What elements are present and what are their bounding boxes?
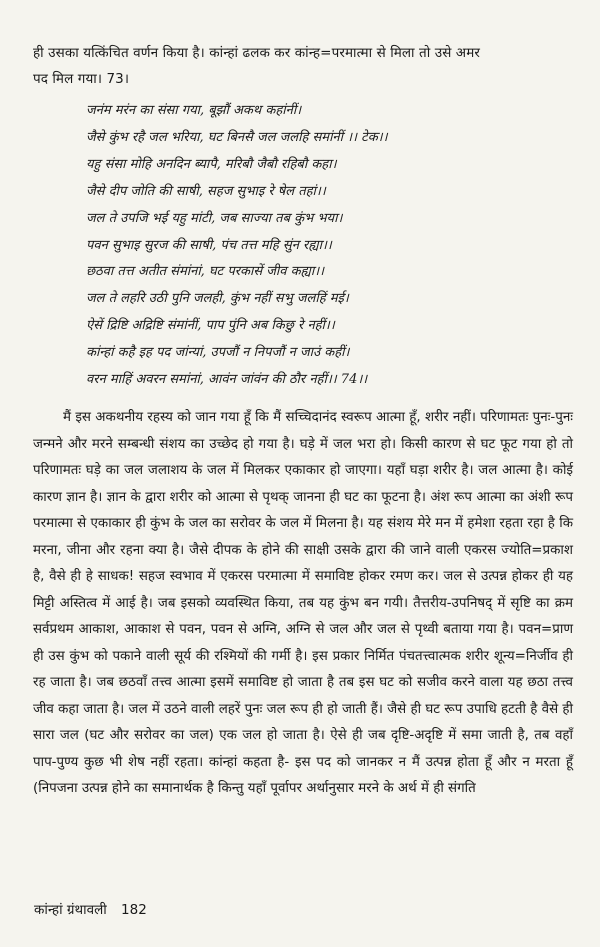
book-title: कांन्हां ग्रंथावली bbox=[34, 902, 107, 918]
page-number: 182 bbox=[121, 902, 147, 918]
intro-paragraph bbox=[33, 40, 573, 92]
page-footer bbox=[34, 900, 157, 918]
verse-line: छठवा तत्त अतीत संमांनां, घट परकासें जीव कह्या।। bbox=[86, 264, 325, 280]
verse-line: जैसे दीप जोति की साषी, सहज सुभाइ रे षेल तहां।। bbox=[86, 183, 326, 199]
verse-line: यहु संसा मोहि अनदिन ब्यापै, मरिबौ जैबौ रहिबौ कहा। bbox=[86, 156, 337, 172]
verse-line: पवन सुभाइ सुरज की साषी, पंच तत्त महि सुंन रह्या।। bbox=[86, 237, 332, 253]
verse-line: जल ते उपजि भई यहु मांटी, जब साज्या तब कुंभ भया। bbox=[86, 210, 343, 226]
verse-line: जैसे कुंभ रहै जल भरिया, घट बिनसै जल जलहि समांनीं ।। टेक।। bbox=[86, 129, 388, 145]
verse-block bbox=[86, 98, 566, 394]
verse-line: जनंम मरंन का संसा गया, बूझौं अकथ कहांनीं। bbox=[86, 103, 302, 118]
commentary-paragraph: मैं इस अकथनीय रहस्य को जान गया हूँ कि मैं सच्चिदानंद स्वरूप आत्मा हूँ, शरीर नहीं। परिणामतः पुनः-पुनः जन्मने और मरने सम्बन्धी संशय का उच्छेद हो गया है। घड़े में जल भरा हो। किसी कारण से घट फूट गया हो तो परिणामतः घड़े का जल जलाशय के जल में मिलकर एकाकार हो जाएगा। यहाँ घड़ा शरीर है। जल आत्मा है। कोई कारण ज्ञान है। ज्ञान के द्वारा शरीर को आत्मा से पृथक् जानना ही घट का फूटना है। अंश रूप आत्मा का अंशी रूप परमात्मा से एकाकार ही कुंभ के जल का सरोवर के जल में मिलना है। यह संशय मेरे मन में हमेशा रहता रहा है कि मरना, जीना और रहना क्या है। जैसे दीपक के होने की साक्षी उसके द्वारा की जाने वाली एकरस ज्योति=प्रकाश है, वैसे ही हे साधक! सहज स्वभाव में एकरस परमात्मा में समाविष्ट होकर रमण कर। जल से उत्पन्न होकर ही यह मिट्टी अस्तित्व में आई है। जब इसको व्यवस्थित किया, तब यह कुंभ बन गयी। तैत्तरीय-उपनिषद् में सृष्टि का क्रम सर्वप्रथम आकाश, आकाश से पवन, पवन से अग्नि, अग्नि से जल और जल से पृथ्वी बताया गया है। पवन=प्राण ही उस कुंभ को पकाने वाली सूर्य की रश्मियों की गर्मी है। इस प्रकार निर्मित पंचतत्त्वात्मक शरीर शून्य=निर्जीव ही रह जाता है। जब छठवाँ तत्त्व आत्मा इसमें समाविष्ट हो जाता है तब इस घट को सजीव करने वाला यह छठा तत्त्व जीव कहा जाता है। जल में उठने वाली लहरें पुनः जल रूप ही हो जाती हैं। जैसे ही घट रूप उपाधि हटती है वैसे ही सारा जल (घट और सरोवर का जल) एक जल हो जाता है। ऐसे ही जब दृष्टि-अदृष्टि में समा जाती है, तब वहाँ पाप-पुण्य कुछ भी शेष नहीं रहता। कांन्हां कहता है- इस पद को जानकर न मैं उत्पन्न होता हूँ और न मरता हूँ (निपजना उत्पन्न होने का समानार्थक है किन्तु यहाँ पूर्वापर अर्थानुसार मरने के अर्थ में ही संगति bbox=[33, 410, 573, 796]
intro-line: पद मिल गया। 73। bbox=[33, 71, 130, 87]
verse-line: जल ते लहरि उठी पुनि जलही, कुंभ नहीं सभु जलहिं मई। bbox=[86, 291, 349, 307]
verse-line: वरन माहिं अवरन समांनां, आवंन जांवंन की ठौर नहीं।। 74।। bbox=[86, 372, 368, 388]
verse-line: ऐसें द्रिष्टि अद्रिष्टि संमांनीं, पाप पुंनि अब किछु रे नहीं।। bbox=[86, 318, 335, 334]
intro-line: ही उसका यत्किंचित वर्णन किया है। कांन्हां ढलक कर कांन्ह=परमात्मा से मिला तो उसे अमर bbox=[33, 45, 481, 61]
commentary bbox=[33, 405, 573, 803]
verse-line: कांन्हां कहै इह पद जांन्यां, उपजौं न निपजौं न जाउं कहीं। bbox=[86, 345, 350, 361]
